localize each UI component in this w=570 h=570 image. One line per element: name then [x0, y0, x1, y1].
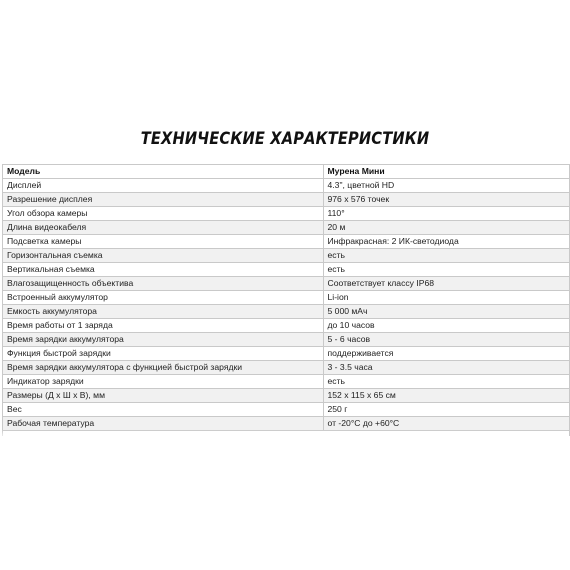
- spec-label: Время работы от 1 заряда: [3, 319, 323, 333]
- spec-label: Влагозащищенность объектива: [3, 277, 323, 291]
- spec-label: Размеры (Д х Ш х В), мм: [3, 389, 323, 403]
- spec-value: от -20°C до +60°C: [323, 417, 569, 431]
- spec-value: поддерживается: [323, 347, 569, 361]
- spec-label: Функция быстрой зарядки: [3, 347, 323, 361]
- table-row: [3, 347, 569, 361]
- spec-value: 976 х 576 точек: [323, 193, 569, 207]
- spec-value: 5 - 6 часов: [323, 333, 569, 347]
- spec-value: есть: [323, 375, 569, 389]
- spec-value: 5 000 мАч: [323, 305, 569, 319]
- table-row: [3, 179, 569, 193]
- table-row: [3, 319, 569, 333]
- table-row: [3, 305, 569, 319]
- table-row: [3, 193, 569, 207]
- table-row: [3, 361, 569, 375]
- table-row: [3, 333, 569, 347]
- table-row: [3, 207, 569, 221]
- table-row: [3, 403, 569, 417]
- spec-label: Горизонтальная съемка: [3, 249, 323, 263]
- spec-value: Соответствует классу IP68: [323, 277, 569, 291]
- table-row: [3, 263, 569, 277]
- specs-table-container: [2, 164, 570, 436]
- spec-value: есть: [323, 263, 569, 277]
- spec-value: 110°: [323, 207, 569, 221]
- spec-value: Li-ion: [323, 291, 569, 305]
- spec-value: 152 х 115 х 65 см: [323, 389, 569, 403]
- spec-value: 20 м: [323, 221, 569, 235]
- column-header-product: Мурена Мини: [323, 165, 569, 179]
- spec-label: Вес: [3, 403, 323, 417]
- spec-label: Вертикальная съемка: [3, 263, 323, 277]
- spec-label: Время зарядки аккумулятора: [3, 333, 323, 347]
- table-cutoff-fade: [2, 430, 568, 440]
- spec-label: Разрешение дисплея: [3, 193, 323, 207]
- spec-value: Инфракрасная: 2 ИК-светодиода: [323, 235, 569, 249]
- spec-label: Дисплей: [3, 179, 323, 193]
- spec-value: до 10 часов: [323, 319, 569, 333]
- spec-value: есть: [323, 249, 569, 263]
- spec-value: 3 - 3.5 часа: [323, 361, 569, 375]
- table-row: [3, 235, 569, 249]
- table-row: [3, 221, 569, 235]
- table-row: [3, 389, 569, 403]
- table-row: [3, 249, 569, 263]
- table-row: [3, 291, 569, 305]
- table-header-row: [3, 165, 569, 179]
- spec-label: Время зарядки аккумулятора с функцией быстрой зарядки: [3, 361, 323, 375]
- spec-label: Емкость аккумулятора: [3, 305, 323, 319]
- column-header-model: Модель: [3, 165, 323, 179]
- table-row: [3, 417, 569, 431]
- spec-label: Угол обзора камеры: [3, 207, 323, 221]
- spec-label: Подсветка камеры: [3, 235, 323, 249]
- spec-value: 4.3", цветной HD: [323, 179, 569, 193]
- spec-label: Индикатор зарядки: [3, 375, 323, 389]
- page-title: ТЕХНИЧЕСКИЕ ХАРАКТЕРИСТИКИ: [140, 129, 430, 149]
- spec-value: 250 г: [323, 403, 569, 417]
- specs-table: [3, 164, 569, 431]
- table-row: [3, 375, 569, 389]
- spec-label: Рабочая температура: [3, 417, 323, 431]
- table-row: [3, 277, 569, 291]
- spec-label: Встроенный аккумулятор: [3, 291, 323, 305]
- spec-label: Длина видеокабеля: [3, 221, 323, 235]
